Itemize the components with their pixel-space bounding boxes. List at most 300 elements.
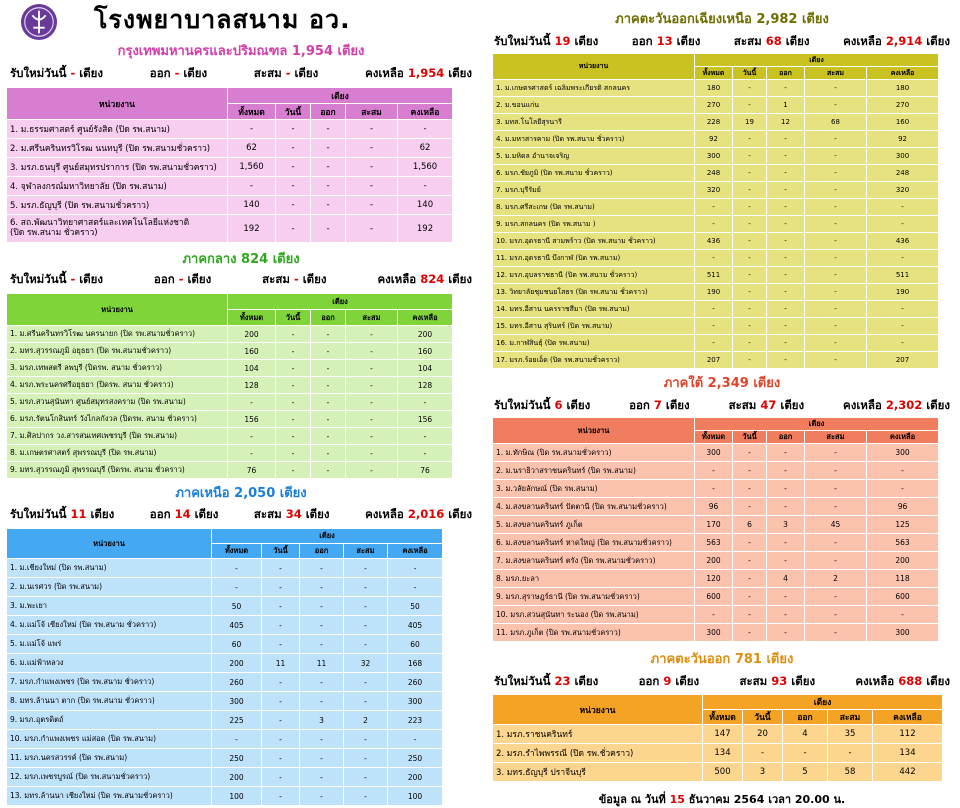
remain-column-header: คงเหลือ xyxy=(398,104,453,120)
bed-count-cell: 96 xyxy=(867,498,939,516)
bed-count-cell: - xyxy=(398,394,453,411)
beds-column-header: เตียง xyxy=(695,54,939,67)
bed-count-cell: 140 xyxy=(398,196,453,215)
unit-name-cell: 14. มทร.อีสาน นครราชสีมา (ปิด รพ.สนาม) xyxy=(493,301,695,318)
stat-unit: เตียง xyxy=(183,272,212,286)
bed-count-cell: - xyxy=(262,578,300,597)
unit-name-cell: 4. จุฬาลงกรณ์มหาวิทยาลัย (ปิด รพ.สนาม) xyxy=(7,177,228,196)
stat-value: - xyxy=(70,66,76,80)
bed-count-cell: 160 xyxy=(398,343,453,360)
stat-label: รับใหม่วันนี้ xyxy=(494,398,555,412)
stat-value: - xyxy=(285,66,291,80)
unit-name-cell: 6. ม.แม่ฟ้าหลวง xyxy=(7,654,212,673)
stat-value: 9 xyxy=(663,674,672,688)
bed-count-cell: - xyxy=(733,552,767,570)
bed-count-cell: 160 xyxy=(867,114,939,131)
stat-label: ออก xyxy=(149,507,175,521)
bed-count-cell: 300 xyxy=(695,444,733,462)
bed-count-cell: - xyxy=(276,196,311,215)
today-column-header: วันนี้ xyxy=(276,310,311,326)
bed-count-cell: - xyxy=(867,462,939,480)
bed-count-cell: - xyxy=(346,343,398,360)
bed-count-cell: - xyxy=(311,462,346,479)
bangkok-stat-out xyxy=(150,65,207,83)
bed-count-cell: 96 xyxy=(695,498,733,516)
table-row xyxy=(493,498,939,516)
stat-unit: เตียง xyxy=(444,272,472,286)
central-table-wrap xyxy=(6,293,482,479)
beds-column-header: เตียง xyxy=(703,695,943,710)
northeast-table xyxy=(492,53,939,369)
unit-column-header: หน่วยงาน xyxy=(493,418,695,444)
bed-count-cell: - xyxy=(276,377,311,394)
table-row xyxy=(7,360,453,377)
bed-count-cell: - xyxy=(346,120,398,139)
central-stat-accum xyxy=(262,271,326,289)
bed-count-cell: - xyxy=(733,233,767,250)
northeast-stat-out xyxy=(632,33,701,51)
accum-column-header: สะสม xyxy=(828,710,873,725)
timestamp-prefix: ข้อมูล ณ วันที่ xyxy=(598,793,666,806)
bed-count-cell: - xyxy=(767,498,805,516)
stat-label: สะสม xyxy=(262,272,294,286)
bed-count-cell: 260 xyxy=(212,673,262,692)
unit-name-cell: 8. ม.เกษตรศาสตร์ สุพรรณบุรี (ปิด รพ.สนาม) xyxy=(7,445,228,462)
unit-name-cell: 2. ม.นราธิวาสราชนครินทร์ (ปิด รพ.สนาม) xyxy=(493,462,695,480)
unit-name-cell: 13. วิทยาลัยชุมชนยโสธร (ปิด รพ.สนาม ชั่วคราว) xyxy=(493,284,695,301)
bed-count-cell: - xyxy=(733,318,767,335)
bed-count-cell: 3 xyxy=(767,516,805,534)
central-stat-remain xyxy=(377,271,472,289)
bed-count-cell: - xyxy=(300,787,344,806)
today-column-header: วันนี้ xyxy=(733,431,767,444)
bed-count-cell: - xyxy=(276,462,311,479)
bed-count-cell: - xyxy=(212,559,262,578)
stat-unit: เตียง xyxy=(562,398,591,412)
table-row xyxy=(493,444,939,462)
table-header-row xyxy=(7,294,453,310)
bed-count-cell: - xyxy=(346,428,398,445)
bed-count-cell: 200 xyxy=(695,552,733,570)
north-stat-new xyxy=(10,506,114,524)
bed-count-cell: - xyxy=(398,120,453,139)
bed-count-cell: - xyxy=(346,326,398,343)
bed-count-cell: - xyxy=(300,559,344,578)
bed-count-cell: 511 xyxy=(867,267,939,284)
stat-unit: เตียง xyxy=(444,66,472,80)
bed-count-cell: - xyxy=(767,352,805,369)
bed-count-cell: - xyxy=(867,335,939,352)
stat-value: - xyxy=(178,272,184,286)
northeast-stat-accum xyxy=(734,33,810,51)
bed-count-cell: - xyxy=(276,215,311,243)
table-row xyxy=(7,445,453,462)
bed-count-cell: 128 xyxy=(228,377,276,394)
table-row xyxy=(7,673,443,692)
bed-count-cell: - xyxy=(300,616,344,635)
stat-value: 11 xyxy=(70,507,87,521)
bed-count-cell: 300 xyxy=(867,148,939,165)
beds-column-header: เตียง xyxy=(228,88,453,104)
bed-count-cell: 2 xyxy=(344,711,388,730)
data-timestamp xyxy=(484,790,960,808)
bed-count-cell: - xyxy=(695,318,733,335)
unit-name-cell: 5. ม.มหิดล อำนาจเจริญ xyxy=(493,148,695,165)
bed-count-cell: 190 xyxy=(867,284,939,301)
bed-count-cell: - xyxy=(346,196,398,215)
bed-count-cell: - xyxy=(767,80,805,97)
table-row xyxy=(493,80,939,97)
unit-name-cell: 10. มรภ.สวนสุนันทา ระนอง (ปิด รพ.สนาม) xyxy=(493,606,695,624)
bed-count-cell: - xyxy=(805,335,867,352)
table-row xyxy=(493,763,943,782)
bed-count-cell: 76 xyxy=(398,462,453,479)
bed-count-cell: 5 xyxy=(783,763,828,782)
stat-unit: เตียง xyxy=(86,507,115,521)
beds-column-header: เตียง xyxy=(212,529,443,544)
stat-value: 14 xyxy=(174,507,191,521)
bed-count-cell: 225 xyxy=(212,711,262,730)
out-column-header: ออก xyxy=(767,431,805,444)
bed-count-cell: 300 xyxy=(695,624,733,642)
bed-count-cell: - xyxy=(262,597,300,616)
bed-count-cell: - xyxy=(805,148,867,165)
bed-count-cell: - xyxy=(212,730,262,749)
unit-name-cell: 11. มรภ.อุดรธานี บึงกาฬ (ปิด รพ.สนาม) xyxy=(493,250,695,267)
bed-count-cell: - xyxy=(733,606,767,624)
today-column-header: วันนี้ xyxy=(262,544,300,559)
total-column-header: ทั้งหมด xyxy=(695,67,733,80)
bed-count-cell: - xyxy=(767,462,805,480)
bed-count-cell: - xyxy=(300,578,344,597)
bed-count-cell: - xyxy=(805,97,867,114)
bed-count-cell: - xyxy=(311,411,346,428)
bed-count-cell: 134 xyxy=(703,744,743,763)
east-stat-remain xyxy=(855,673,950,691)
bed-count-cell: - xyxy=(733,301,767,318)
table-row xyxy=(493,199,939,216)
bed-count-cell: - xyxy=(228,394,276,411)
bed-count-cell: - xyxy=(805,606,867,624)
stat-value: 2,914 xyxy=(885,34,923,48)
bed-count-cell: - xyxy=(733,97,767,114)
stat-unit: เตียง xyxy=(570,34,599,48)
unit-column-header: หน่วยงาน xyxy=(7,294,228,326)
bed-count-cell: 260 xyxy=(388,673,443,692)
stat-label: สะสม xyxy=(733,34,766,48)
table-row xyxy=(7,177,453,196)
bed-count-cell: - xyxy=(344,559,388,578)
bed-count-cell: - xyxy=(733,534,767,552)
unit-name-cell: 6. ม.สงขลานครินทร์ หาดใหญ่ (ปิด รพ.สนามชั่วคราว) xyxy=(493,534,695,552)
table-row xyxy=(493,534,939,552)
bed-count-cell: - xyxy=(276,343,311,360)
bed-count-cell: 3 xyxy=(743,763,783,782)
timestamp-rest: ธันวาคม 2564 เวลา 20.00 น. xyxy=(688,793,846,806)
bed-count-cell: - xyxy=(733,250,767,267)
bed-count-cell: - xyxy=(805,131,867,148)
bed-count-cell: - xyxy=(344,673,388,692)
bed-count-cell: - xyxy=(276,445,311,462)
bangkok-stat-remain xyxy=(365,65,472,83)
bed-count-cell: 128 xyxy=(398,377,453,394)
stat-unit: เตียง xyxy=(671,674,700,688)
bed-count-cell: - xyxy=(346,360,398,377)
total-column-header: ทั้งหมด xyxy=(695,431,733,444)
unit-name-cell: 5. ม.สงขลานครินทร์ ภูเก็ต xyxy=(493,516,695,534)
bed-count-cell: - xyxy=(276,120,311,139)
table-row xyxy=(7,196,453,215)
bed-count-cell: - xyxy=(398,445,453,462)
bed-count-cell: - xyxy=(300,730,344,749)
bed-count-cell: - xyxy=(311,177,346,196)
unit-name-cell: 3. มรภ.เทพสตรี ลพบุรี (ปิดรพ. สนาม ชั่วคราว) xyxy=(7,360,228,377)
bed-count-cell: 180 xyxy=(867,80,939,97)
bed-count-cell: - xyxy=(311,394,346,411)
stat-label: คงเหลือ xyxy=(365,507,408,521)
stat-label: รับใหม่วันนี้ xyxy=(10,272,71,286)
bed-count-cell: - xyxy=(300,635,344,654)
unit-name-cell: 10. มรภ.อุดรธานี สามพร้าว (ปิด รพ.สนาม ชั่วคราว) xyxy=(493,233,695,250)
bed-count-cell: - xyxy=(346,394,398,411)
bed-count-cell: - xyxy=(262,787,300,806)
bed-count-cell: 4 xyxy=(783,725,828,744)
today-column-header: วันนี้ xyxy=(276,104,311,120)
bed-count-cell: 270 xyxy=(695,97,733,114)
bed-count-cell: - xyxy=(311,139,346,158)
bed-count-cell: 200 xyxy=(867,552,939,570)
bed-count-cell: 1 xyxy=(767,97,805,114)
stat-label: ออก xyxy=(638,674,664,688)
table-row xyxy=(493,516,939,534)
bed-count-cell: 200 xyxy=(228,326,276,343)
university-seal-icon xyxy=(20,3,58,41)
unit-name-cell: 5. มรภ.สวนสุนันทา ศูนย์สมุทรสงคราม (ปิด รพ.สนาม) xyxy=(7,394,228,411)
bed-count-cell: 511 xyxy=(695,267,733,284)
bed-count-cell: - xyxy=(311,158,346,177)
total-column-header: ทั้งหมด xyxy=(228,310,276,326)
bed-count-cell: 140 xyxy=(228,196,276,215)
bed-count-cell: 248 xyxy=(695,165,733,182)
unit-name-cell: 4. ม.สงขลานครินทร์ ปัตตานี (ปิด รพ.สนามชั่วคราว) xyxy=(493,498,695,516)
stat-value: - xyxy=(70,272,76,286)
stat-label: คงเหลือ xyxy=(365,66,408,80)
table-row xyxy=(7,462,453,479)
south-stat-accum xyxy=(729,397,805,415)
table-row xyxy=(7,139,453,158)
stat-label: สะสม xyxy=(253,507,286,521)
bed-count-cell: - xyxy=(783,744,828,763)
stat-value: 824 xyxy=(420,272,445,286)
table-row xyxy=(7,394,453,411)
bed-count-cell: 156 xyxy=(398,411,453,428)
table-row xyxy=(7,578,443,597)
bed-count-cell: 228 xyxy=(695,114,733,131)
beds-column-header: เตียง xyxy=(228,294,453,310)
stat-value: 2,016 xyxy=(407,507,445,521)
unit-name-cell: 1. มรภ.ราชนครินทร์ xyxy=(493,725,703,744)
bed-count-cell: - xyxy=(733,182,767,199)
right-column xyxy=(484,0,960,808)
accum-column-header: สะสม xyxy=(346,104,398,120)
bed-count-cell: - xyxy=(212,578,262,597)
stat-value: 688 xyxy=(898,674,923,688)
bed-count-cell: - xyxy=(767,480,805,498)
bed-count-cell: - xyxy=(743,744,783,763)
bed-count-cell: 20 xyxy=(743,725,783,744)
remain-column-header: คงเหลือ xyxy=(867,431,939,444)
table-header-row xyxy=(493,54,939,67)
east-stat-accum xyxy=(739,673,815,691)
bed-count-cell: - xyxy=(767,301,805,318)
table-row xyxy=(493,318,939,335)
bed-count-cell: 147 xyxy=(703,725,743,744)
unit-name-cell: 3. ม.วลัยลักษณ์ (ปิด รพ.สนาม) xyxy=(493,480,695,498)
south-table xyxy=(492,417,939,642)
bed-count-cell: 62 xyxy=(228,139,276,158)
bed-count-cell: - xyxy=(867,199,939,216)
unit-name-cell: 5. มรภ.ธัญบุรี (ปิด รพ.สนามชั่วคราว) xyxy=(7,196,228,215)
stat-unit: เตียง xyxy=(301,507,330,521)
south-stat-out xyxy=(629,397,690,415)
stat-unit: เตียง xyxy=(75,66,103,80)
bed-count-cell: 207 xyxy=(695,352,733,369)
northeast-stats xyxy=(484,33,960,51)
unit-name-cell: 9. มรภ.สุราษฎร์ธานี (ปิด รพ.สนามชั่วคราว) xyxy=(493,588,695,606)
stat-unit: เตียง xyxy=(75,272,103,286)
bangkok-heading: กรุงเทพมหานครและปริมณฑล 1,954 เตียง xyxy=(117,44,365,59)
bangkok-stat-accum xyxy=(254,65,318,83)
bed-count-cell: - xyxy=(767,552,805,570)
unit-name-cell: 12. มรภ.เพชรบูรณ์ (ปิด รพ.สนามชั่วคราว) xyxy=(7,768,212,787)
table-row xyxy=(493,744,943,763)
unit-name-cell: 11. มรภ.นครสวรรค์ (ปิด รพ.สนาม) xyxy=(7,749,212,768)
table-row xyxy=(493,624,939,642)
bed-count-cell: - xyxy=(733,444,767,462)
accum-column-header: สะสม xyxy=(805,431,867,444)
stat-value: 13 xyxy=(656,34,673,48)
out-column-header: ออก xyxy=(300,544,344,559)
table-row xyxy=(7,692,443,711)
table-row xyxy=(493,284,939,301)
bed-count-cell: - xyxy=(733,588,767,606)
unit-name-cell: 1. ม.ทักษิณ (ปิด รพ.สนามชั่วคราว) xyxy=(493,444,695,462)
page-title: โรงพยาบาลสนาม อว. xyxy=(94,5,351,34)
bed-count-cell: - xyxy=(276,360,311,377)
bed-count-cell: - xyxy=(311,326,346,343)
table-row xyxy=(7,377,453,394)
stat-label: ออก xyxy=(629,398,654,412)
unit-name-cell: 8. มรภ.ศรีสะเกษ (ปิด รพ.สนาม) xyxy=(493,199,695,216)
bed-count-cell: 180 xyxy=(695,80,733,97)
north-stat-out xyxy=(150,506,219,524)
bed-count-cell: - xyxy=(346,177,398,196)
bed-count-cell: 156 xyxy=(228,411,276,428)
bed-count-cell: - xyxy=(695,606,733,624)
bed-count-cell: - xyxy=(733,352,767,369)
bed-count-cell: - xyxy=(346,215,398,243)
stat-label: ออก xyxy=(149,66,175,80)
bed-count-cell: - xyxy=(388,578,443,597)
stat-unit: เตียง xyxy=(672,34,701,48)
bed-count-cell: - xyxy=(228,120,276,139)
bed-count-cell: 35 xyxy=(828,725,873,744)
north-stats xyxy=(0,506,482,524)
total-column-header: ทั้งหมด xyxy=(703,710,743,725)
table-row xyxy=(7,428,453,445)
bed-count-cell: - xyxy=(228,177,276,196)
bed-count-cell: - xyxy=(805,301,867,318)
stat-unit: เตียง xyxy=(661,398,690,412)
unit-name-cell: 7. มรภ.บุรีรัมย์ xyxy=(493,182,695,199)
stat-value: - xyxy=(174,66,180,80)
bed-count-cell: - xyxy=(805,498,867,516)
accum-column-header: สะสม xyxy=(346,310,398,326)
bed-count-cell: - xyxy=(767,165,805,182)
bed-count-cell: 207 xyxy=(867,352,939,369)
bed-count-cell: - xyxy=(300,597,344,616)
bed-count-cell: 600 xyxy=(695,588,733,606)
unit-name-cell: 16. ม.กาฬสินธุ์ (ปิด รพ.สนาม) xyxy=(493,335,695,352)
table-row xyxy=(493,606,939,624)
northeast-heading: ภาคตะวันออกเฉียงเหนือ 2,982 เตียง xyxy=(615,12,829,27)
bed-count-cell: 1,560 xyxy=(398,158,453,177)
bed-count-cell: - xyxy=(733,284,767,301)
bed-count-cell: - xyxy=(344,692,388,711)
stat-unit: เตียง xyxy=(922,398,950,412)
central-stat-new xyxy=(10,271,103,289)
stat-label: รับใหม่วันนี้ xyxy=(10,507,71,521)
unit-name-cell: 6. สถ.พัฒนาวิทยาศาสตร์และเทคโนโลยีแห่งชาติ (ปิด รพ.สนาม ชั่วคราว) xyxy=(7,215,228,243)
stat-label: คงเหลือ xyxy=(377,272,421,286)
unit-name-cell: 3. มทส.โนโลยีสุรนารี xyxy=(493,114,695,131)
table-row xyxy=(493,570,939,588)
bed-count-cell: 3 xyxy=(300,711,344,730)
bed-count-cell: - xyxy=(805,182,867,199)
table-row xyxy=(493,588,939,606)
bed-count-cell: - xyxy=(733,80,767,97)
bed-count-cell: 104 xyxy=(228,360,276,377)
bed-count-cell: - xyxy=(805,552,867,570)
table-row xyxy=(7,730,443,749)
out-column-header: ออก xyxy=(783,710,828,725)
stat-label: สะสม xyxy=(739,674,772,688)
stat-label: รับใหม่วันนี้ xyxy=(494,34,555,48)
bed-count-cell: 168 xyxy=(388,654,443,673)
table-row xyxy=(7,559,443,578)
bed-count-cell: - xyxy=(767,216,805,233)
stat-label: ออก xyxy=(631,34,657,48)
bed-count-cell: - xyxy=(695,199,733,216)
bed-count-cell: - xyxy=(346,139,398,158)
bed-count-cell: - xyxy=(767,318,805,335)
stat-unit: เตียง xyxy=(179,66,208,80)
unit-name-cell: 10. มรภ.กำแพงเพชร แม่สอด (ปิด รพ.สนาม) xyxy=(7,730,212,749)
bed-count-cell: 250 xyxy=(388,749,443,768)
stat-value: 23 xyxy=(554,674,571,688)
title-bar xyxy=(0,0,482,40)
north-stat-accum xyxy=(254,506,330,524)
bed-count-cell: 600 xyxy=(867,588,939,606)
east-stat-out xyxy=(639,673,700,691)
bed-count-cell: - xyxy=(805,534,867,552)
table-row xyxy=(493,216,939,233)
bed-count-cell: - xyxy=(767,606,805,624)
south-stats xyxy=(484,397,960,415)
bed-count-cell: - xyxy=(733,165,767,182)
stat-unit: เตียง xyxy=(776,398,805,412)
stat-value: 47 xyxy=(760,398,777,412)
